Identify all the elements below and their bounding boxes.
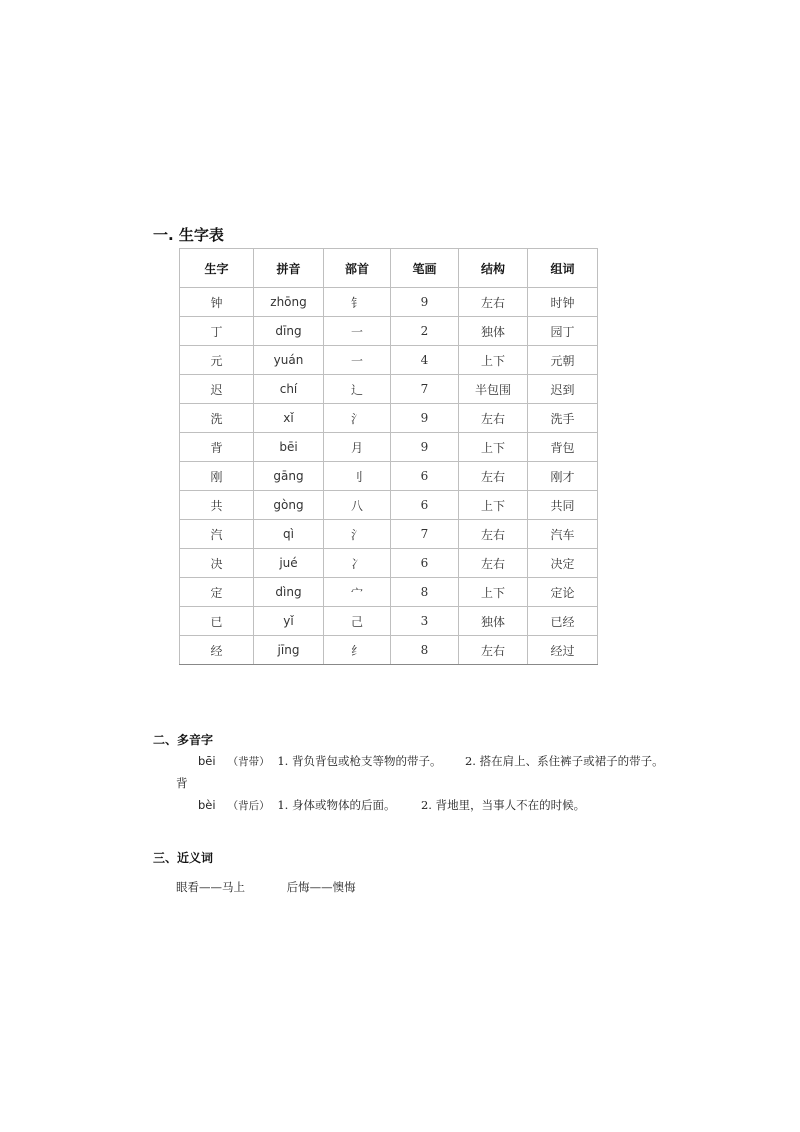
cell-structure: 上下 bbox=[459, 346, 528, 375]
cell-pinyin: dìng bbox=[254, 578, 324, 607]
cell-structure: 上下 bbox=[459, 433, 528, 462]
cell-radical: 氵 bbox=[324, 520, 391, 549]
reading-2-pinyin: bèi bbox=[198, 798, 216, 812]
cell-strokes: 6 bbox=[391, 491, 459, 520]
cell-words: 定论 bbox=[528, 578, 598, 607]
cell-radical: 一 bbox=[324, 346, 391, 375]
reading-2-word: （背后） bbox=[227, 800, 270, 812]
cell-structure: 半包围 bbox=[459, 375, 528, 404]
cell-radical: 己 bbox=[324, 607, 391, 636]
cell-structure: 左右 bbox=[459, 549, 528, 578]
header-strokes: 笔画 bbox=[391, 249, 459, 288]
cell-radical: 八 bbox=[324, 491, 391, 520]
cell-pinyin: jué bbox=[254, 549, 324, 578]
cell-structure: 独体 bbox=[459, 607, 528, 636]
table-row bbox=[180, 462, 598, 491]
cell-strokes: 9 bbox=[391, 404, 459, 433]
table-row bbox=[180, 636, 598, 665]
reading-1-def1: 1. 背负背包或枪支等物的带子。 bbox=[277, 754, 442, 768]
synonym-pair: 后悔——懊悔 bbox=[286, 880, 356, 894]
cell-radical: 纟 bbox=[324, 636, 391, 665]
cell-pinyin: xǐ bbox=[254, 404, 324, 433]
polyphone-section-title: 二、多音字 bbox=[153, 733, 214, 747]
cell-radical: 一 bbox=[324, 317, 391, 346]
cell-pinyin: gòng bbox=[254, 491, 324, 520]
polyphone-reading-2 bbox=[198, 797, 585, 813]
table-row bbox=[180, 491, 598, 520]
synonyms-section-title: 三、近义词 bbox=[153, 851, 214, 865]
cell-words: 时钟 bbox=[528, 288, 598, 317]
cell-words: 汽车 bbox=[528, 520, 598, 549]
table-row bbox=[180, 404, 598, 433]
cell-strokes: 9 bbox=[391, 288, 459, 317]
table-row bbox=[180, 317, 598, 346]
table-row bbox=[180, 433, 598, 462]
cell-strokes: 6 bbox=[391, 462, 459, 491]
cell-words: 决定 bbox=[528, 549, 598, 578]
header-radical: 部首 bbox=[324, 249, 391, 288]
table-row bbox=[180, 607, 598, 636]
cell-pinyin: dīng bbox=[254, 317, 324, 346]
cell-radical: 刂 bbox=[324, 462, 391, 491]
cell-radical: 宀 bbox=[324, 578, 391, 607]
vocab-table bbox=[179, 248, 598, 665]
cell-radical: 辶 bbox=[324, 375, 391, 404]
cell-structure: 左右 bbox=[459, 636, 528, 665]
cell-strokes: 7 bbox=[391, 520, 459, 549]
polyphone-character: 背 bbox=[176, 776, 188, 790]
cell-strokes: 4 bbox=[391, 346, 459, 375]
cell-structure: 上下 bbox=[459, 491, 528, 520]
vocab-table-title: 一. 生字表 bbox=[153, 226, 224, 244]
cell-structure: 上下 bbox=[459, 578, 528, 607]
cell-words: 背包 bbox=[528, 433, 598, 462]
cell-character: 迟 bbox=[180, 375, 254, 404]
cell-radical: 氵 bbox=[324, 404, 391, 433]
cell-strokes: 7 bbox=[391, 375, 459, 404]
cell-words: 已经 bbox=[528, 607, 598, 636]
cell-strokes: 8 bbox=[391, 636, 459, 665]
header-structure: 结构 bbox=[459, 249, 528, 288]
cell-pinyin: yǐ bbox=[254, 607, 324, 636]
reading-1-pinyin: bēi bbox=[198, 754, 216, 768]
cell-character: 汽 bbox=[180, 520, 254, 549]
cell-character: 定 bbox=[180, 578, 254, 607]
table-row bbox=[180, 346, 598, 375]
header-character: 生字 bbox=[180, 249, 254, 288]
table-header-row bbox=[180, 249, 598, 288]
cell-words: 刚才 bbox=[528, 462, 598, 491]
cell-character: 钟 bbox=[180, 288, 254, 317]
cell-words: 迟到 bbox=[528, 375, 598, 404]
cell-character: 决 bbox=[180, 549, 254, 578]
cell-pinyin: zhōng bbox=[254, 288, 324, 317]
synonym-list bbox=[176, 879, 356, 895]
table-row bbox=[180, 520, 598, 549]
cell-character: 元 bbox=[180, 346, 254, 375]
cell-strokes: 2 bbox=[391, 317, 459, 346]
header-words: 组词 bbox=[528, 249, 598, 288]
cell-structure: 独体 bbox=[459, 317, 528, 346]
cell-strokes: 8 bbox=[391, 578, 459, 607]
cell-structure: 左右 bbox=[459, 404, 528, 433]
cell-structure: 左右 bbox=[459, 288, 528, 317]
cell-words: 园丁 bbox=[528, 317, 598, 346]
cell-strokes: 9 bbox=[391, 433, 459, 462]
cell-radical: 冫 bbox=[324, 549, 391, 578]
table-row bbox=[180, 375, 598, 404]
cell-strokes: 3 bbox=[391, 607, 459, 636]
header-pinyin: 拼音 bbox=[254, 249, 324, 288]
cell-character: 刚 bbox=[180, 462, 254, 491]
cell-radical: 月 bbox=[324, 433, 391, 462]
reading-2-def1: 1. 身体或物体的后面。 bbox=[277, 798, 396, 812]
cell-strokes: 6 bbox=[391, 549, 459, 578]
cell-structure: 左右 bbox=[459, 520, 528, 549]
cell-pinyin: gāng bbox=[254, 462, 324, 491]
cell-character: 已 bbox=[180, 607, 254, 636]
cell-character: 共 bbox=[180, 491, 254, 520]
cell-pinyin: yuán bbox=[254, 346, 324, 375]
table-row bbox=[180, 288, 598, 317]
cell-radical: 钅 bbox=[324, 288, 391, 317]
cell-words: 洗手 bbox=[528, 404, 598, 433]
cell-words: 元朝 bbox=[528, 346, 598, 375]
polyphone-reading-1 bbox=[198, 753, 664, 769]
cell-pinyin: qì bbox=[254, 520, 324, 549]
cell-words: 共同 bbox=[528, 491, 598, 520]
cell-character: 丁 bbox=[180, 317, 254, 346]
cell-character: 洗 bbox=[180, 404, 254, 433]
synonym-pair: 眼看——马上 bbox=[176, 880, 245, 894]
cell-words: 经过 bbox=[528, 636, 598, 665]
table-row bbox=[180, 578, 598, 607]
reading-1-word: （背带） bbox=[227, 756, 270, 768]
cell-character: 经 bbox=[180, 636, 254, 665]
reading-2-def2: 2. 背地里，当事人不在的时候。 bbox=[420, 798, 586, 812]
cell-pinyin: bēi bbox=[254, 433, 324, 462]
cell-character: 背 bbox=[180, 433, 254, 462]
cell-pinyin: jīng bbox=[254, 636, 324, 665]
table-row bbox=[180, 549, 598, 578]
cell-structure: 左右 bbox=[459, 462, 528, 491]
cell-pinyin: chí bbox=[254, 375, 324, 404]
reading-1-def2: 2. 搭在肩上、系住裤子或裙子的带子。 bbox=[464, 754, 664, 768]
